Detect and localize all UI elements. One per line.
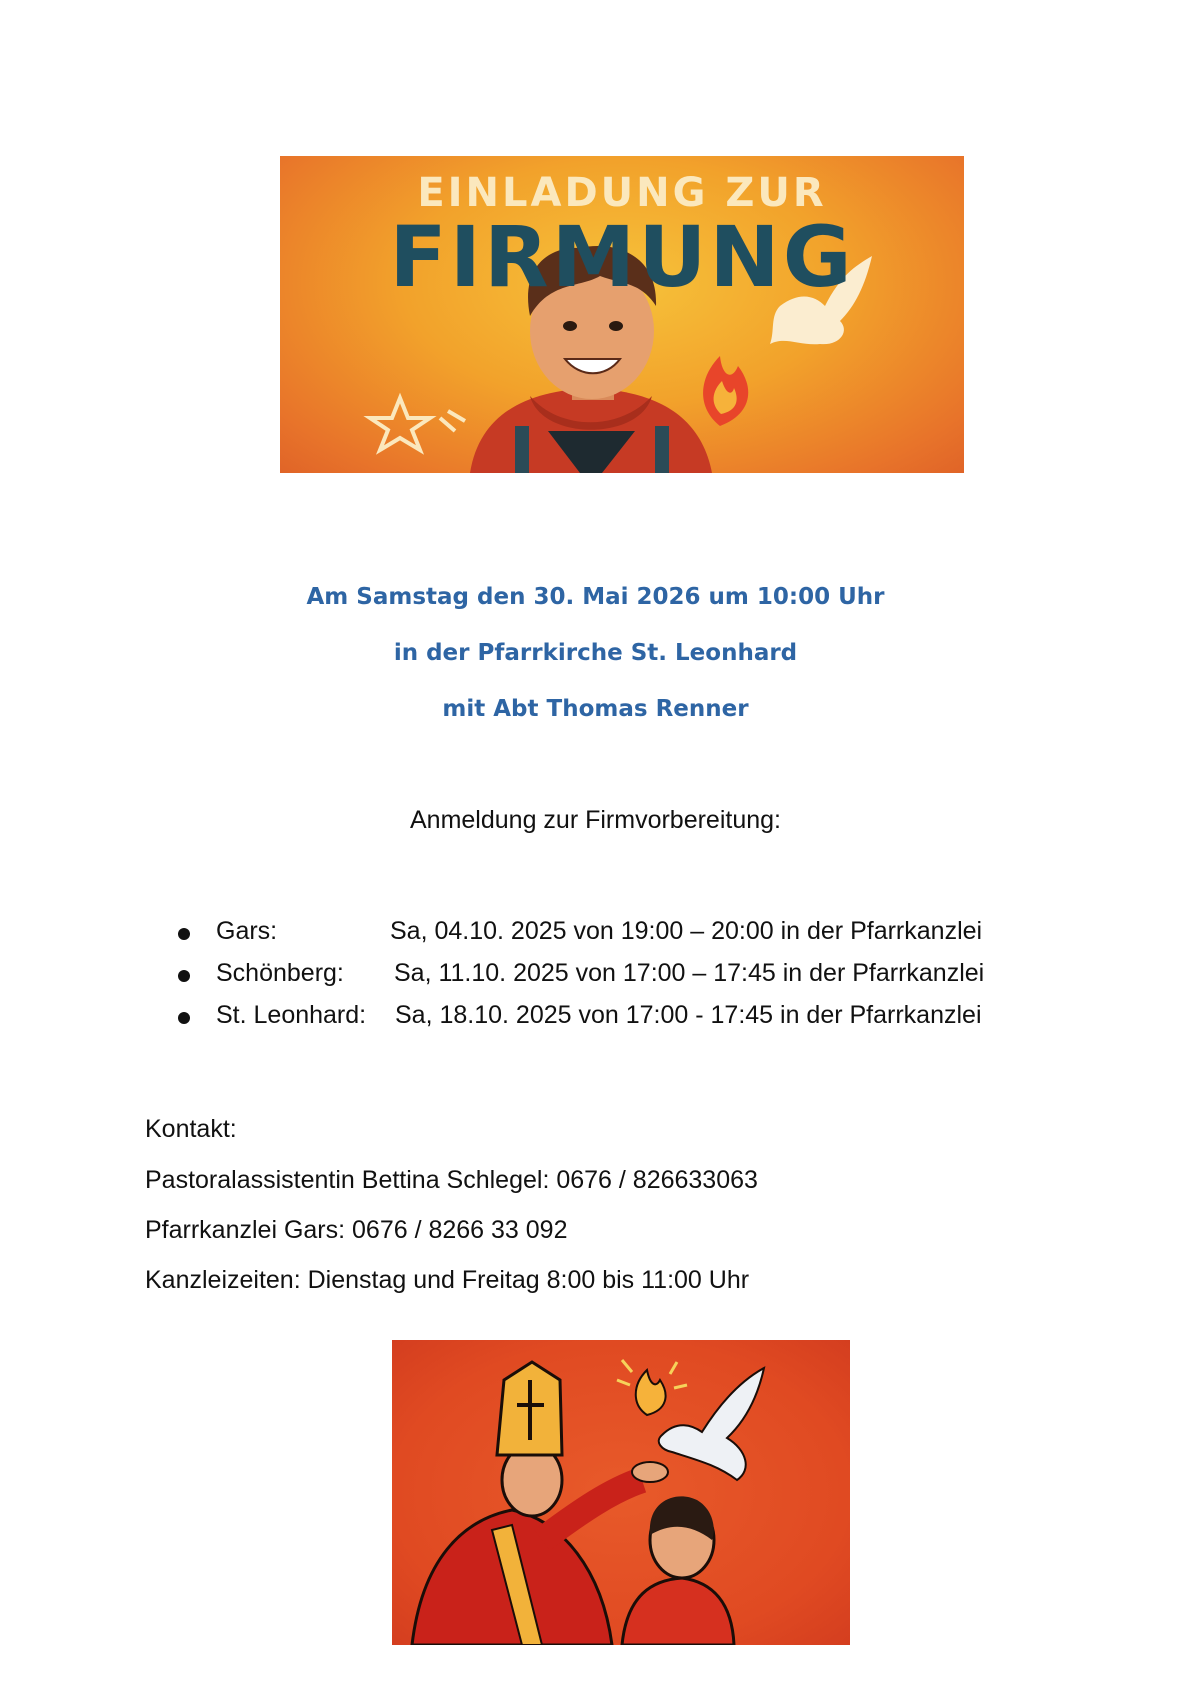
contact-hours: Kanzleizeiten: Dienstag und Freitag 8:00 bis 11:00 Uhr — [145, 1266, 750, 1294]
registration-list — [178, 917, 1078, 1043]
bishop-confirmation-illustration — [392, 1340, 850, 1645]
bullet-icon — [178, 970, 190, 982]
event-location-line: in der Pfarrkirche St. Leonhard — [393, 640, 798, 666]
schedule-place: Gars: — [216, 917, 278, 945]
schedule-place: St. Leonhard: — [216, 1001, 367, 1029]
schedule-place: Schönberg: — [216, 959, 344, 987]
banner-title: FIRMUNG — [389, 208, 855, 306]
registration-heading: Anmeldung zur Firmvorbereitung: — [410, 806, 781, 834]
bullet-icon — [178, 928, 190, 940]
banner-subtitle: EINLADUNG ZUR — [417, 170, 827, 216]
schedule-time: Sa, 04.10. 2025 von 19:00 – 20:00 in der Pfarrkanzlei — [390, 917, 983, 945]
confirmation-banner — [280, 156, 964, 473]
contact-office: Pfarrkanzlei Gars: 0676 / 8266 33 092 — [145, 1216, 568, 1244]
schedule-time: Sa, 18.10. 2025 von 17:00 - 17:45 in der Pfarrkanzlei — [395, 1001, 982, 1029]
list-item — [178, 959, 1078, 1001]
contact-heading: Kontakt: — [145, 1115, 237, 1143]
illustration-art — [392, 1340, 850, 1645]
event-date-line: Am Samstag den 30. Mai 2026 um 10:00 Uhr — [306, 584, 885, 610]
schedule-time: Sa, 11.10. 2025 von 17:00 – 17:45 in der Pfarrkanzlei — [394, 959, 985, 987]
bullet-icon — [178, 1012, 190, 1024]
list-item — [178, 917, 1078, 959]
list-item — [178, 1001, 1078, 1043]
contact-assistant: Pastoralassistentin Bettina Schlegel: 0676 / 826633063 — [145, 1166, 758, 1194]
event-celebrant-line: mit Abt Thomas Renner — [442, 696, 749, 722]
